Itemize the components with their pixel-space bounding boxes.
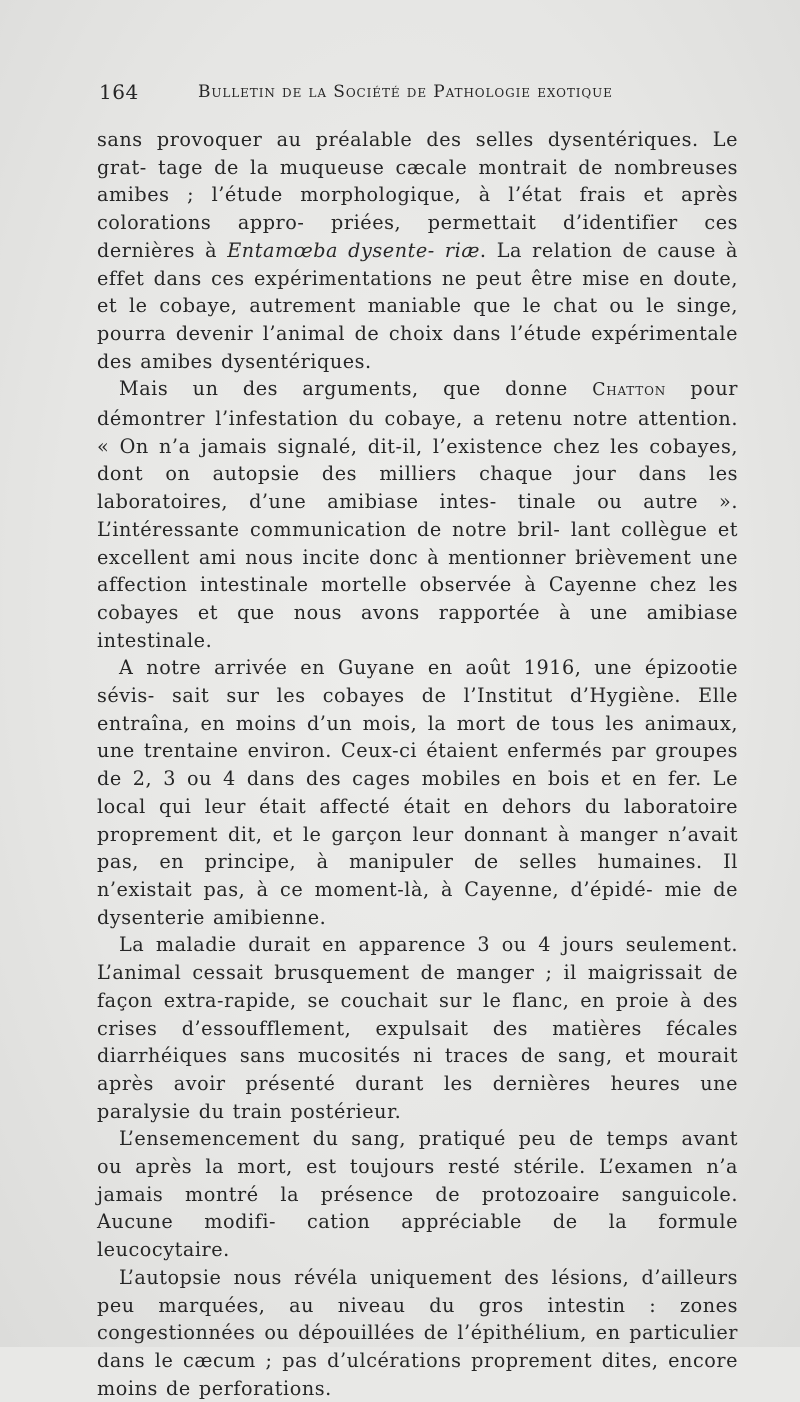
paragraph-5: L’ensemencement du sang, pratiqué peu de temps avant ou après la mort, est toujours resté stérile. L’examen n’a jamais montré la présence de protozoaire sanguicole. Aucune modifi- cation appréciable de la formule leucocytaire. — [97, 1127, 738, 1262]
paragraph-2-text-b: pour démontrer l’infestation du cobaye, a retenu notre attention. « On n’a jamais signalé, dit-il, l’existence chez les cobayes, dont on autopsie des milliers chaque jour dans les laboratoires, d’une amibiase intes- tinale ou autre ». L’intéressante communication de notre bril- lant collègue et excellent ami nous incite donc à mentionner brièvement une affection intestinale mortelle observée à Cayenne chez les cobayes et que nous avons rapportée à une amibiase intestinale. — [97, 377, 739, 652]
paragraph-2 — [97, 375, 738, 654]
paragraph-2-text-a: Mais un des arguments, que donne — [119, 377, 593, 401]
body-text — [97, 126, 738, 1402]
species-name: Entamœba dysente- riæ — [227, 238, 480, 262]
paragraph-3: A notre arrivée en Guyane en août 1916, une épizootie sévis- sait sur les cobayes de l’Institut d’Hygiène. Elle entraîna, en moins d’un mois, la mort de tous les animaux, une trentaine environ. Ceux-ci étaient enfermés par groupes de 2, 3 ou 4 dans des cages mobiles en bois et en fer. Le local qui leur était affecté était en dehors du laboratoire proprement dit, et le garçon leur donnant à manger n’avait pas, en principe, à manipuler de selles humaines. Il n’existait pas, à ce moment-là, à Cayenne, d’épidé- mie de dysenterie amibienne. — [97, 656, 738, 929]
paragraph-1-text-a: sans provoquer au préalable des selles dysentériques. Le grat- tage de la muqueuse cæcale montrait de nombreuses amibes ; l’étude morphologique, à l’état frais et après colorations appro- priées, permettait d’identifier ces dernières à — [97, 128, 738, 262]
running-head: Bulletin de la Société de Pathologie exotique — [198, 82, 613, 102]
paragraph-1 — [97, 126, 738, 375]
author-name: Chatton — [592, 380, 667, 401]
paragraph-6: L’autopsie nous révéla uniquement des lésions, d’ailleurs peu marquées, au niveau du gros intestin : zones congestionnées ou dépouillées de l’épithélium, en particulier dans le cæcum ; pas d’ulcérations proprement dites, encore moins de perforations. — [97, 1265, 738, 1400]
page-header — [99, 80, 719, 110]
paragraph-1-text-b: . La relation de cause à effet dans ces expérimentations ne peut être mise en doute, et le cobaye, autrement maniable que le chat ou le singe, pourra devenir l’animal de choix dans l’étude expérimentale des amibes dysentériques. — [97, 238, 738, 373]
paragraph-4: La maladie durait en apparence 3 ou 4 jours seulement. L’animal cessait brusquement de manger ; il maigrissait de façon extra-rapide, se couchait sur le flanc, en proie à des crises d’essoufflement, expulsait des matières fécales diarrhéiques sans mucosités ni traces de sang, et mourait après avoir présenté durant les dernières heures une paralysie du train postérieur. — [97, 933, 738, 1123]
page-number: 164 — [99, 80, 139, 104]
